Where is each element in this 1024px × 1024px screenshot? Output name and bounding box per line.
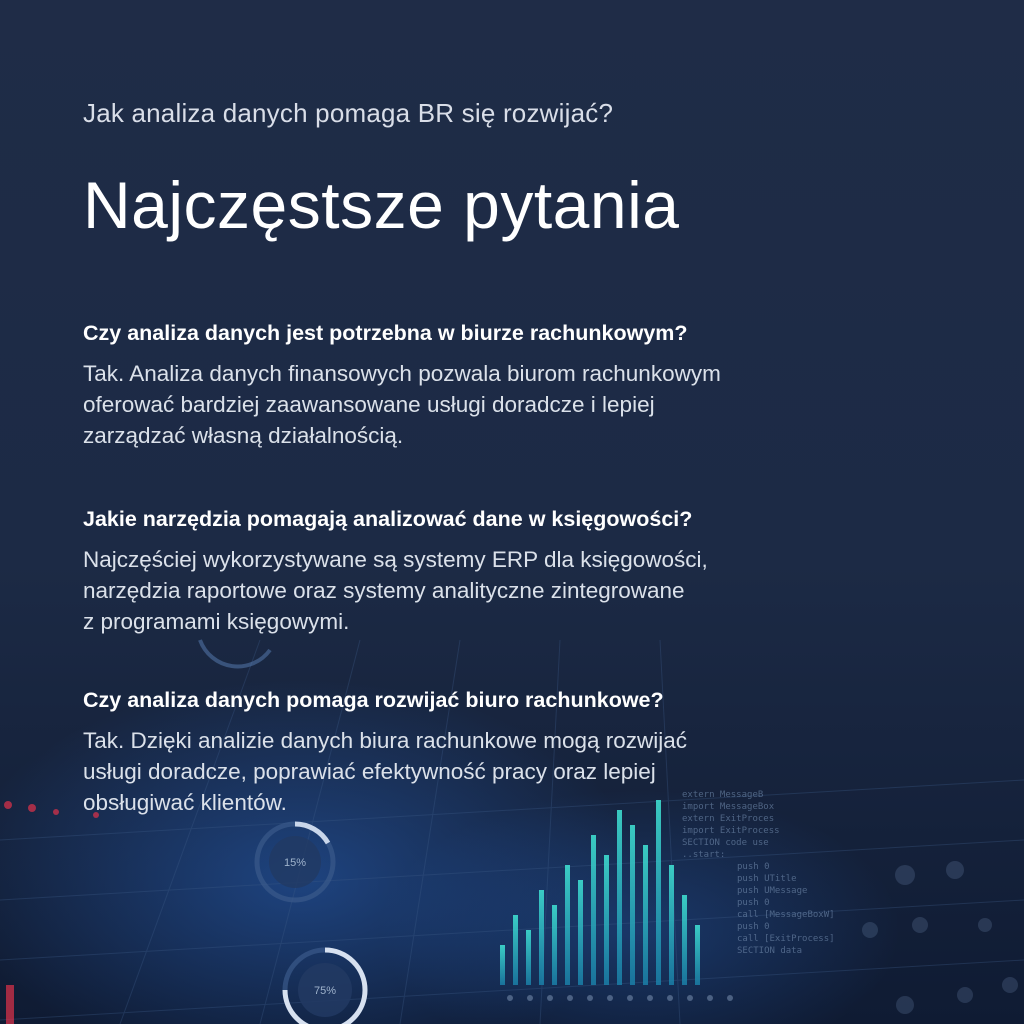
bar-mark <box>539 890 544 985</box>
code-line: import MessageBox <box>682 802 775 812</box>
faq-answer: Tak. Analiza danych finansowych pozwala biurom rachunkowym oferować bardziej zaawansowane usługi doradcze i lepiej zarządzać własną działalnością. <box>83 361 721 448</box>
code-line: import ExitProcess <box>682 826 780 836</box>
code-line: push UMessage <box>737 886 808 896</box>
page-title: Najczęstsze pytania <box>83 168 680 242</box>
bar-mark <box>669 865 674 985</box>
faq-question: Jakie narzędzia pomagają analizować dane w księgowości? <box>83 507 693 531</box>
code-line: push 0 <box>737 862 770 872</box>
bar-mark <box>695 925 700 985</box>
bar-mark <box>513 915 518 985</box>
bar-mark <box>617 810 622 985</box>
code-line: extern ExitProces <box>682 814 775 824</box>
bar-mark <box>565 865 570 985</box>
faq-item <box>83 688 923 818</box>
code-line: push 0 <box>737 898 770 908</box>
faq-question: Czy analiza danych pomaga rozwijać biuro rachunkowe? <box>83 688 664 712</box>
faq-answer: Najczęściej wykorzystywane są systemy ERP dla księgowości, narzędzia raportowe oraz systemy analityczne zintegrowane z programami księgowymi. <box>83 547 708 634</box>
bar-mark <box>643 845 648 985</box>
faq-answer: Tak. Dzięki analizie danych biura rachunkowe mogą rozwijać usługi doradcze, poprawiać efektywność pracy oraz lepiej obsługiwać klientów. <box>83 728 688 815</box>
bar-mark <box>552 905 557 985</box>
bar-mark <box>500 945 505 985</box>
bar-mark <box>682 895 687 985</box>
bar-mark <box>630 825 635 985</box>
code-line: push 0 <box>737 922 770 932</box>
kicker-text: Jak analiza danych pomaga BR się rozwijać? <box>83 98 614 128</box>
code-line: SECTION data <box>737 946 803 956</box>
code-line: ..start: <box>682 850 726 860</box>
code-line: push UTitle <box>737 874 797 884</box>
code-line: extern MessageB <box>682 790 764 800</box>
faq-item <box>83 321 923 451</box>
code-line: SECTION code use <box>682 838 769 848</box>
code-line: call [ExitProcess] <box>737 934 835 944</box>
gauge-15-label: 15% <box>283 857 307 869</box>
bar-mark <box>604 855 609 985</box>
gauge-75-label: 75% <box>313 985 337 997</box>
bar-mark <box>656 800 661 985</box>
faq-question: Czy analiza danych jest potrzebna w biurze rachunkowym? <box>83 321 688 345</box>
bar-mark <box>526 930 531 985</box>
bar-mark <box>591 835 596 985</box>
bar-mark <box>578 880 583 985</box>
faq-item <box>83 507 923 637</box>
code-line: call [MessageBoxW] <box>737 910 835 920</box>
